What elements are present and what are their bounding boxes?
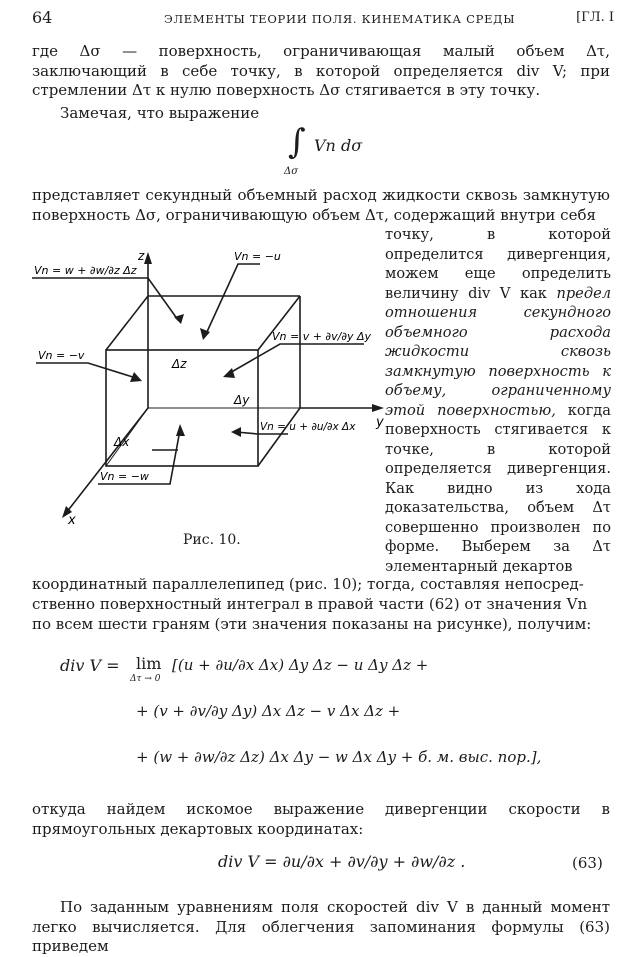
label-vn-minus-w: Vn = −w <box>100 470 149 483</box>
paragraph-4-line-3: по всем шести граням (эти значения показаны на рисунке), получим: <box>32 615 592 633</box>
paragraph-1: где Δσ — поверхность, ограничивающая малый объем Δτ, заключающий в себе точку, в которой определяется div V; при стремлении Δτ к нулю поверхность Δσ стягивается в эту точку. <box>32 42 610 99</box>
formula-lhs: div V = <box>60 656 120 675</box>
label-delta-y: Δy <box>234 393 250 407</box>
formula-line-3: + (w + ∂w/∂z Δz) Δx Δy − w Δx Δy + б. м. выс. пор.], <box>136 748 542 766</box>
axis-label-y: y <box>376 415 384 430</box>
integral-subscript: Δσ <box>284 166 299 177</box>
formula-lim: lim <box>136 654 162 673</box>
formula-line-2: + (v + ∂v/∂y Δy) Δx Δz − v Δx Δz + <box>136 702 401 720</box>
integral-body: Vn dσ <box>314 136 363 155</box>
paragraph-2: Замечая, что выражение <box>60 104 260 122</box>
axis-label-x: x <box>68 513 76 528</box>
wrapped-text <box>385 225 611 576</box>
wrap-text-c: когда поверхность стягивается к точке, в которой определяется дивергенция. Как видно из хода доказательства, объем Δτ совершенно произволен по форме. Выберем за Δτ элементарный декартов <box>385 401 611 575</box>
paragraph-6: По заданным уравнениям поля скоростей div V в данный момент легко вычисляется. Для облегчения запоминания формулы (63) приведем <box>32 898 610 955</box>
formula-lim-subscript: Δτ → 0 <box>130 674 161 684</box>
page-number: 64 <box>32 8 53 27</box>
figure-caption: Рис. 10. <box>183 532 241 548</box>
divergence-limit-formula <box>60 644 620 794</box>
paragraph-4-line-1: координатный параллелепипед (рис. 10); тогда, составляя непосред- <box>32 575 584 593</box>
label-vn-w: Vn = w + ∂w/∂z Δz <box>34 264 137 277</box>
figure-parallelepiped <box>28 238 388 528</box>
integral-expression <box>284 122 404 182</box>
chapter-label: [ГЛ. I <box>576 10 614 25</box>
page-header <box>24 6 614 30</box>
label-vn-minus-u: Vn = −u <box>234 250 281 263</box>
integral-sign: ∫ <box>288 122 306 162</box>
paragraph-3: представляет секундный объемный расход жидкости сквозь замкнутую поверхность Δσ, ограничивающую объем Δτ, содержащий внутри себя <box>32 186 610 224</box>
label-delta-z: Δz <box>172 357 187 371</box>
paragraph-5: откуда найдем искомое выражение дивергенции скорости в прямоугольных декартовых координатах: <box>32 800 610 838</box>
x-axis <box>66 408 148 513</box>
label-vn-v: Vn = v + ∂v/∂y Δy <box>272 330 372 343</box>
label-vn-u: Vn = u + ∂u/∂x Δx <box>260 421 356 433</box>
wrap-text-a: точку, в которой определится дивергенция, можем еще определить величину div V как <box>385 226 611 302</box>
wrap-text-italic: предел отношения секундного объемного расхода жидкости сквозь замкнутую поверхность к объему, ограниченному этой поверхностью, <box>385 284 611 419</box>
equation-number-63: (63) <box>572 854 603 872</box>
axis-label-z: z <box>138 249 145 263</box>
label-vn-minus-v: Vn = −v <box>38 349 85 362</box>
formula-line-1: [(u + ∂u/∂x Δx) Δy Δz − u Δy Δz + <box>172 656 429 674</box>
paragraph-4-line-2: ственно поверхностный интеграл в правой части (62) от значения Vn <box>32 595 588 613</box>
label-delta-x: Δx <box>114 435 130 449</box>
formula-63: div V = ∂u/∂x + ∂v/∂y + ∂w/∂z . <box>218 852 466 871</box>
running-title: ЭЛЕМЕНТЫ ТЕОРИИ ПОЛЯ. КИНЕМАТИКА СРЕДЫ <box>164 12 516 26</box>
